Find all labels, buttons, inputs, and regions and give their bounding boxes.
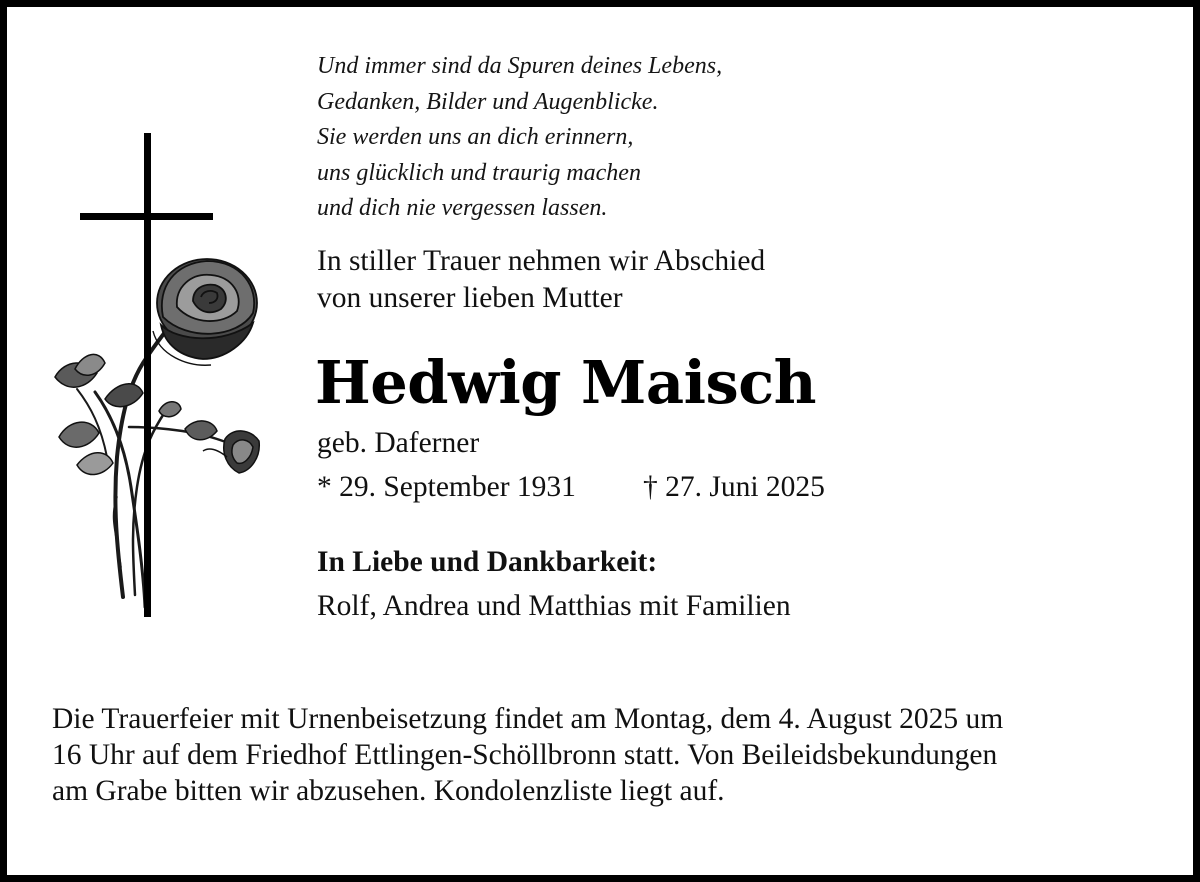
death-date: † 27. Juni 2025: [643, 471, 825, 503]
poem-line: uns glücklich und traurig machen: [317, 159, 641, 186]
farewell-intro: [317, 243, 765, 317]
cross-with-rose-icon: [47, 127, 277, 627]
poem-line: Gedanken, Bilder und Augenblicke.: [317, 88, 659, 115]
funeral-line: am Grabe bitten wir abzusehen. Kondolenzliste liegt auf.: [52, 775, 725, 807]
mourners-names: Rolf, Andrea und Matthias mit Familien: [317, 590, 791, 622]
deceased-name: Hedwig Maisch: [315, 348, 817, 417]
intro-line-2: von unserer lieben Mutter: [317, 282, 623, 314]
birth-date: * 29. September 1931: [317, 471, 576, 503]
funeral-line: Die Trauerfeier mit Urnenbeisetzung findet am Montag, dem 4. August 2025 um: [52, 703, 1004, 735]
maiden-name: geb. Daferner: [317, 427, 480, 459]
poem-line: Sie werden uns an dich erinnern,: [317, 124, 634, 150]
intro-line-1: In stiller Trauer nehmen wir Abschied: [317, 245, 766, 277]
funeral-line: 16 Uhr auf dem Friedhof Ettlingen-Schöllbronn statt. Von Beileidsbekundungen: [52, 739, 998, 771]
poem-line: und dich nie vergessen lassen.: [317, 195, 608, 221]
mourners-heading: In Liebe und Dankbarkeit:: [317, 546, 658, 578]
funeral-details: [52, 701, 1172, 809]
memorial-poem: [317, 49, 722, 227]
poem-line: Und immer sind da Spuren deines Lebens,: [317, 53, 723, 79]
